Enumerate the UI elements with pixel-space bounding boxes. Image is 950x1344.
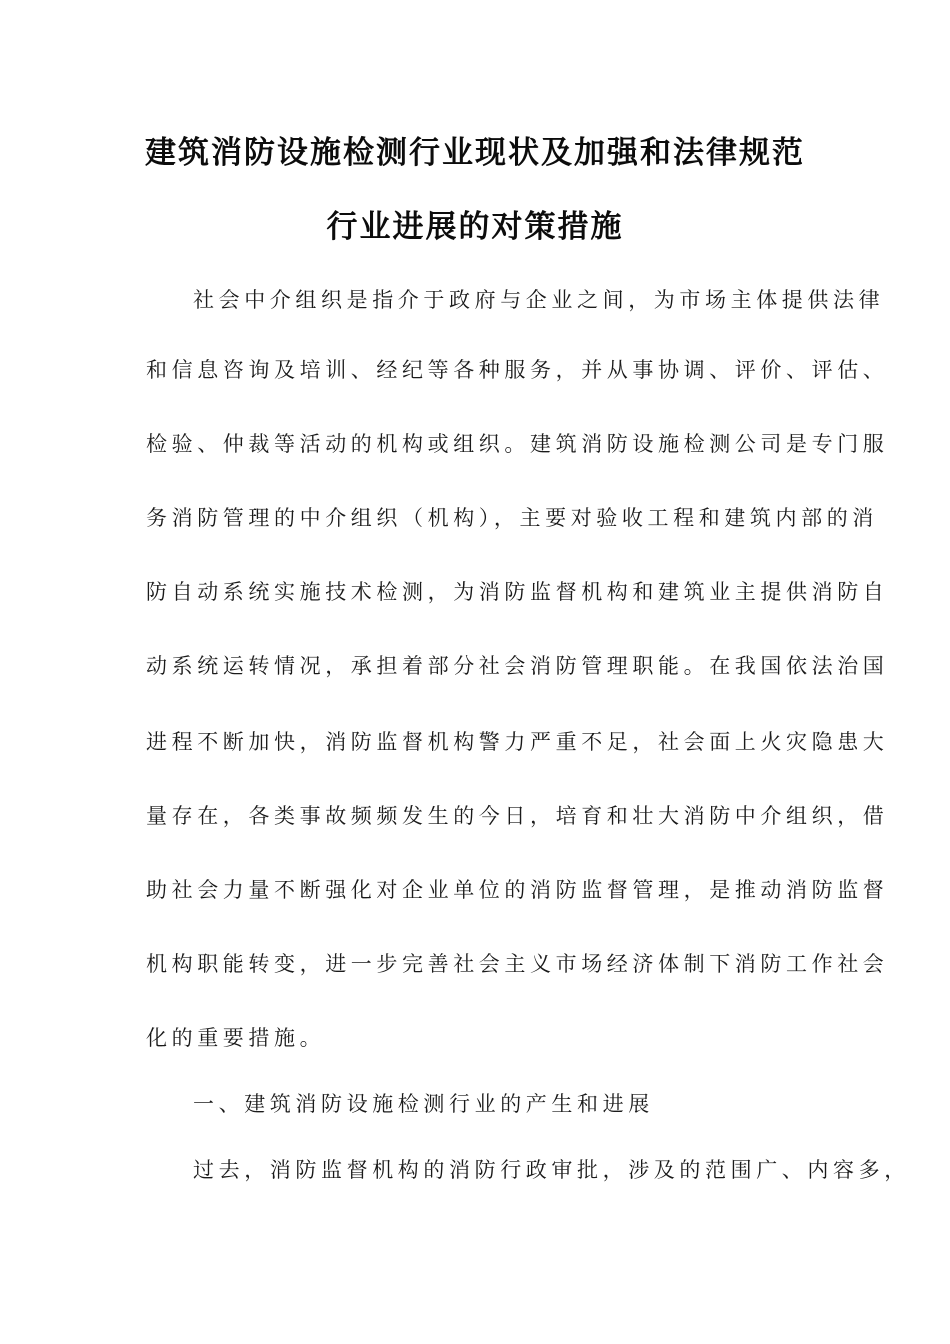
document-title-line-1: 建筑消防设施检测行业现状及加强和法律规范 [145,135,805,171]
paragraph-1-line: 检验、仲裁等活动的机构或组织。建筑消防设施检测公司是专门服 [146,432,889,456]
paragraph-2-line: 过去，消防监督机构的消防行政审批，涉及的范围广、内容多， [193,1158,910,1182]
document-title-line-2: 行业进展的对策措施 [326,209,624,245]
paragraph-1-line: 防自动系统实施技术检测，为消防监督机构和建筑业主提供消防自 [146,580,889,604]
section-1-heading: 一、建筑消防设施检测行业的产生和进展 [193,1092,654,1116]
paragraph-1-line: 量存在，各类事故频频发生的今日，培育和壮大消防中介组织，借 [146,804,889,828]
paragraph-1-line: 进程不断加快，消防监督机构警力严重不足，社会面上火灾隐患大 [146,730,889,754]
paragraph-1-line: 和信息咨询及培训、经纪等各种服务，并从事协调、评价、评估、 [146,358,889,382]
paragraph-1-line: 化的重要措施。 [146,1026,326,1050]
paragraph-1-line: 机构职能转变，进一步完善社会主义市场经济体制下消防工作社会 [146,952,889,976]
paragraph-1-line: 社会中介组织是指介于政府与企业之间，为市场主体提供法律 [193,288,885,312]
paragraph-1-line: 助社会力量不断强化对企业单位的消防监督管理，是推动消防监督 [146,878,889,902]
paragraph-1-line: 务消防管理的中介组织（机构），主要对验收工程和建筑内部的消 [146,506,878,530]
paragraph-1-line: 动系统运转情况，承担着部分社会消防管理职能。在我国依法治国 [146,654,889,678]
